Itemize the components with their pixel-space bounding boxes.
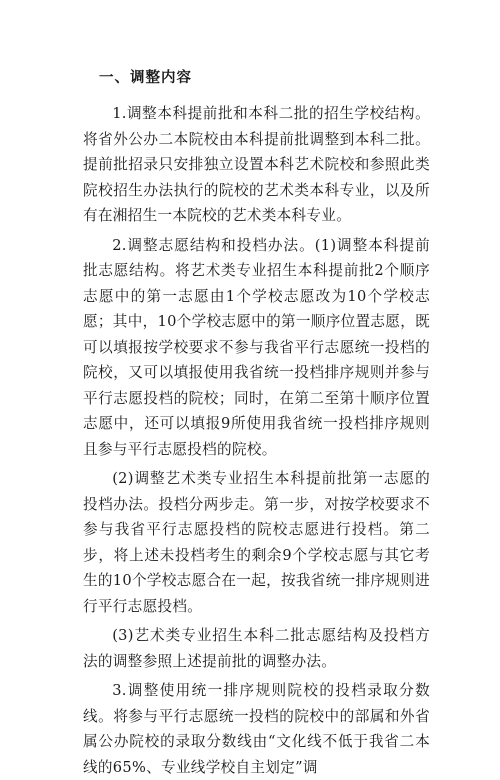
paragraph-2: 2.调整志愿结构和投档办法。(1)调整本科提前批志愿结构。将艺术类专业招生本科提前批2个顺序志愿中的第一志愿由1个学校志愿改为10个学校志愿；其中，10个学校志愿中的第一顺序位置志愿，既可以填报按学校要求不参与我省平行志愿统一投档的院校，又可以填报使用我省统一投档排序规则并参与平行志愿投档的院校；同时，在第二至第十顺序位置志愿中，还可以填报9所使用我省统一投档排序规则且参与平行志愿投档的院校。 [83,236,430,458]
paragraph-4: (3)艺术类专业招生本科二批志愿结构及投档方法的调整参照上述提前批的调整办法。 [83,627,430,670]
paragraph-3: (2)调整艺术类专业招生本科提前批第一志愿的投档办法。投档分两步走。第一步，对按学校要求不参与我省平行志愿投档的院校志愿进行投档。第二步，将上述未投档考生的剩余9个学校志愿与其它考生的10个学校志愿合在一起，按我省统一排序规则进行平行志愿投档。 [83,470,430,615]
paragraph-5: 3.调整使用统一排序规则院校的投档录取分数线。将参与平行志愿统一投档的院校中的部属和外省属公办院校的录取分数线由“文化线不低于我省二本线的65%、专业线学校自主划定”调 [83,682,430,776]
section-heading: 一、调整内容 [99,70,192,86]
paragraph-1: 1.调整本科提前批和本科二批的招生学校结构。将省外公办二本院校由本科提前批调整到本科二批。提前批招录只安排独立设置本科艺术院校和参照此类院校招生办法执行的院校的艺术类本科专业，以及所有在湘招生一本院校的艺术类本科专业。 [83,105,430,224]
